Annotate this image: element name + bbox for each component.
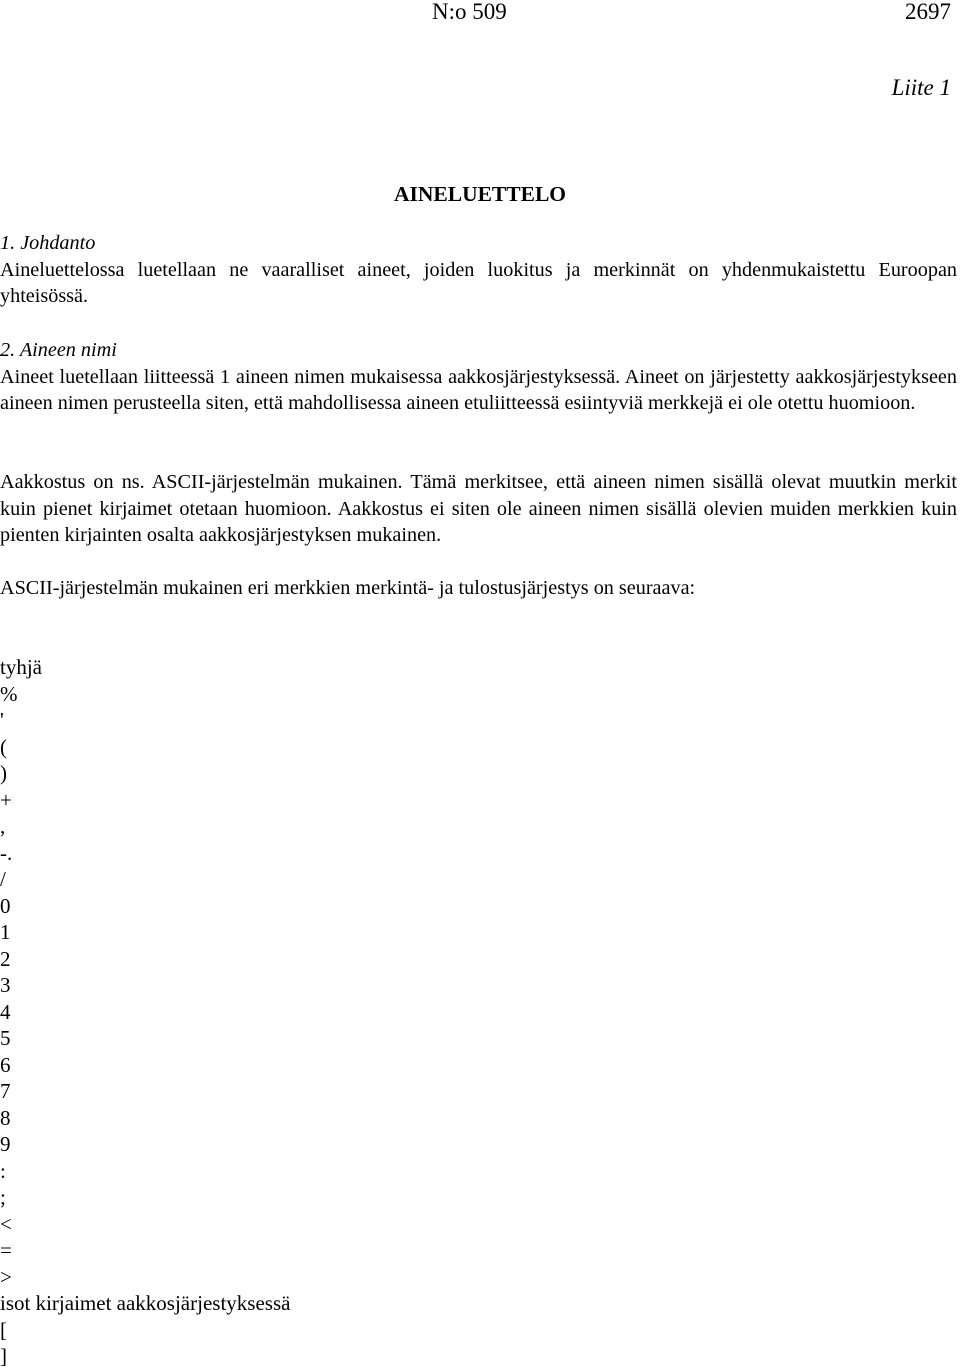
document-title: AINELUETTELO [393,182,567,206]
sort-order-item: 0 [0,893,11,918]
alphabetization-paragraph [0,469,957,549]
sort-order-item: [ [0,1317,7,1342]
sort-order-item: ' [0,708,4,732]
sort-order-item: 9 [0,1132,11,1156]
page-number: 2697 [905,0,951,24]
sort-order-item: = [0,1238,12,1262]
sort-order-item: -. [0,840,13,865]
sort-order-item: > [0,1264,12,1289]
sort-order-item: 8 [0,1105,11,1130]
character-sort-order-list [0,654,290,1370]
issue-number: N:o 509 [432,0,507,24]
sort-order-item: ; [0,1185,6,1209]
sort-order-item: 5 [0,1026,11,1050]
sort-order-item: 7 [0,1079,11,1103]
section-paragraph: Aineluettelossa luetellaan ne vaaralliset aineet, joiden luokitus ja merkinnät on yhdenmukaistettu Euroopan yhteisössä. [0,258,957,307]
section-substance-name [0,337,957,417]
body-paragraph: Aakkostus on ns. ASCII-järjestelmän mukainen. Tämä merkitsee, että aineen nimen sisällä olevat muutkin merkit kuin pienet kirjaimet otetaan huomioon. Aakkostus ei siten ole aineen nimen sisällä olevien muiden merkkien kuin pienten kirjainten osalta aakkosjärjestyksen mukainen. [0,471,957,546]
sort-order-item: , [0,814,6,838]
body-paragraph: ASCII-järjestelmän mukainen eri merkkien merkintä- ja tulostusjärjestys on seuraava: [0,577,696,599]
sort-order-item: ( [0,734,7,759]
sort-order-item: 6 [0,1052,11,1077]
sort-order-item: ] [0,1344,7,1368]
sort-order-item: 2 [0,946,11,971]
annex-label: Liite 1 [891,75,951,100]
section-heading: 1. Johdanto [0,232,96,254]
sort-order-item: isot kirjaimet aakkosjärjestyksessä [0,1291,291,1315]
sort-order-item: < [0,1211,12,1236]
section-heading: 2. Aineen nimi [0,339,117,361]
sort-order-item: tyhjä [0,655,42,679]
sort-order-item: 3 [0,973,11,997]
sort-order-item: 4 [0,999,11,1024]
section-paragraph: Aineet luetellaan liitteessä 1 aineen nimen mukaisessa aakkosjärjestyksessä. Aineet on järjestetty aakkosjärjestykseen aineen nimen perusteella siten, että mahdollisessa aineen etuliitteessä esiintyviä merkkejä ei ole otettu huomioon. [0,365,957,414]
sort-order-item: ) [0,761,7,785]
section-introduction [0,230,957,310]
sort-order-item: + [0,787,12,812]
sort-order-item: % [0,681,18,706]
sort-order-item: / [0,867,6,891]
sort-order-item: 1 [0,920,11,944]
sort-order-item: : [0,1158,6,1183]
sort-order-intro [0,575,957,602]
